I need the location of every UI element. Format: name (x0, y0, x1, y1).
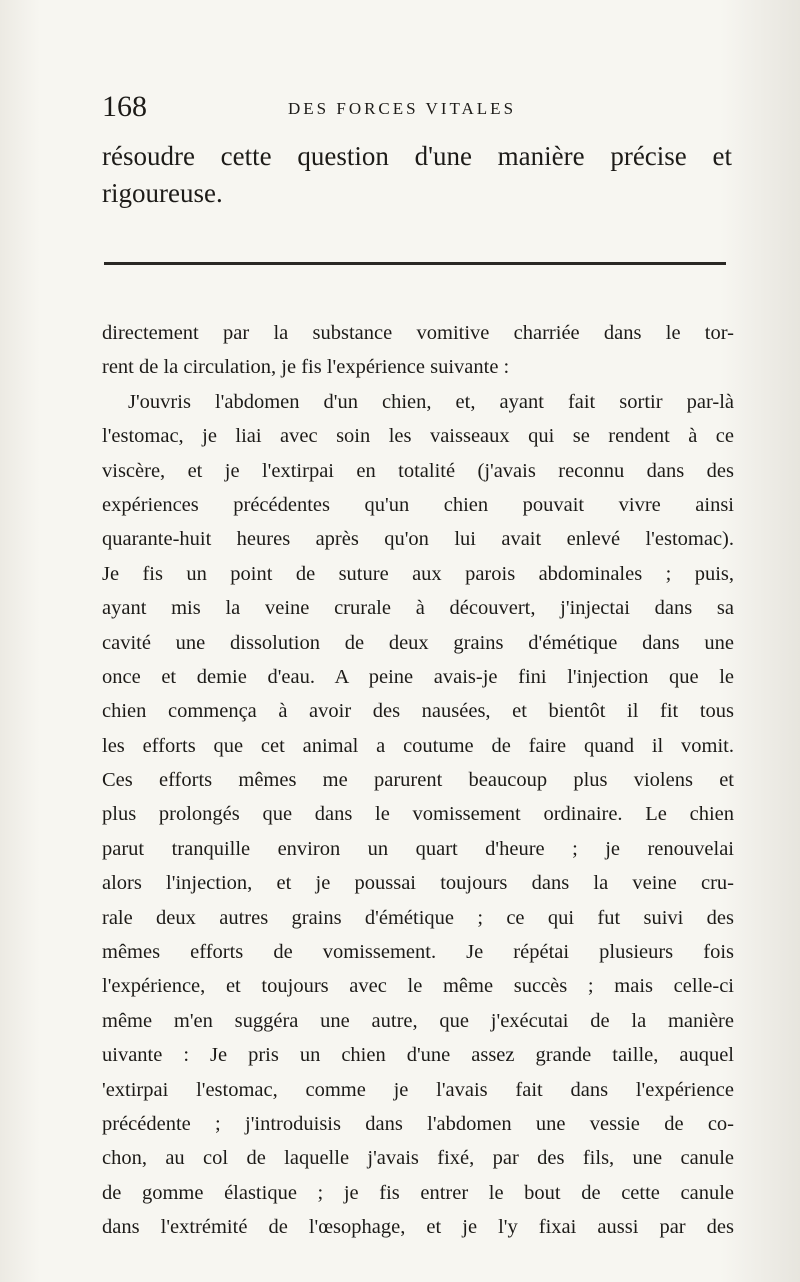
text-line: ayant mis la veine crurale à découvert, j'injectai dans sa (102, 597, 734, 620)
horizontal-rule (104, 262, 726, 265)
text-line: chien commença à avoir des nausées, et bientôt il fit tous (102, 700, 734, 723)
text-line: parut tranquille environ un quart d'heure ; je renouvelai (102, 837, 734, 860)
text-line: dans l'extrémité de l'œsophage, et je l'y fixai aussi par des (102, 1216, 734, 1239)
text-line: Je fis un point de suture aux parois abdominales ; puis, (102, 562, 734, 585)
text-line: J'ouvris l'abdomen d'un chien, et, ayant fait sortir par-là (128, 390, 734, 413)
text-line: plus prolongés que dans le vomissement ordinaire. Le chien (102, 803, 734, 826)
text-line: cavité une dissolution de deux grains d'émétique dans une (102, 631, 734, 654)
text-line: rigoureuse. (102, 178, 223, 208)
text-line: les efforts que cet animal a coutume de faire quand il vomit. (102, 734, 734, 757)
text-line: chon, au col de laquelle j'avais fixé, par des fils, une canule (102, 1147, 734, 1170)
text-line: l'expérience, et toujours avec le même succès ; mais celle-ci (102, 975, 734, 998)
text-line: rale deux autres grains d'émétique ; ce qui fut suivi des (102, 906, 734, 929)
text-line: précédente ; j'introduisis dans l'abdomen une vessie de co- (102, 1112, 734, 1135)
text-line: directement par la substance vomitive charriée dans le tor- (102, 322, 734, 344)
text-line: Ces efforts mêmes me parurent beaucoup plus violens et (102, 769, 734, 792)
text-line: 'extirpai l'estomac, comme je l'avais fait dans l'expérience (102, 1078, 734, 1101)
running-head: DES FORCES VITALES (288, 99, 517, 118)
text-line: once et demie d'eau. A peine avais-je fini l'injection que le (102, 665, 734, 688)
text-line: même m'en suggéra une autre, que j'exécutai de la manière (102, 1009, 734, 1032)
top-paragraph (102, 138, 732, 212)
text-line: expériences précédentes qu'un chien pouvait vivre ainsi (102, 493, 734, 516)
text-line: mêmes efforts de vomissement. Je répétai plusieurs fois (102, 941, 734, 964)
text-line: quarante-huit heures après qu'on lui avait enlevé l'estomac). (102, 528, 734, 551)
text-line: de gomme élastique ; je fis entrer le bout de cette canule (102, 1181, 734, 1204)
text-line: viscère, et je l'extirpai en totalité (j'avais reconnu dans des (102, 459, 734, 482)
text-line: uivante : Je pris un chien d'une assez grande taille, auquel (102, 1044, 734, 1067)
body-text (102, 316, 734, 1245)
text-line: alors l'injection, et je poussai toujours dans la veine cru- (102, 872, 734, 895)
page-number: 168 (102, 90, 147, 123)
text-line: résoudre cette question d'une manière précise et (102, 141, 732, 171)
text-line: l'estomac, je liai avec soin les vaisseaux qui se rendent à ce (102, 425, 734, 448)
page-header (102, 90, 732, 124)
text-line: rent de la circulation, je fis l'expérience suivante : (102, 356, 510, 379)
